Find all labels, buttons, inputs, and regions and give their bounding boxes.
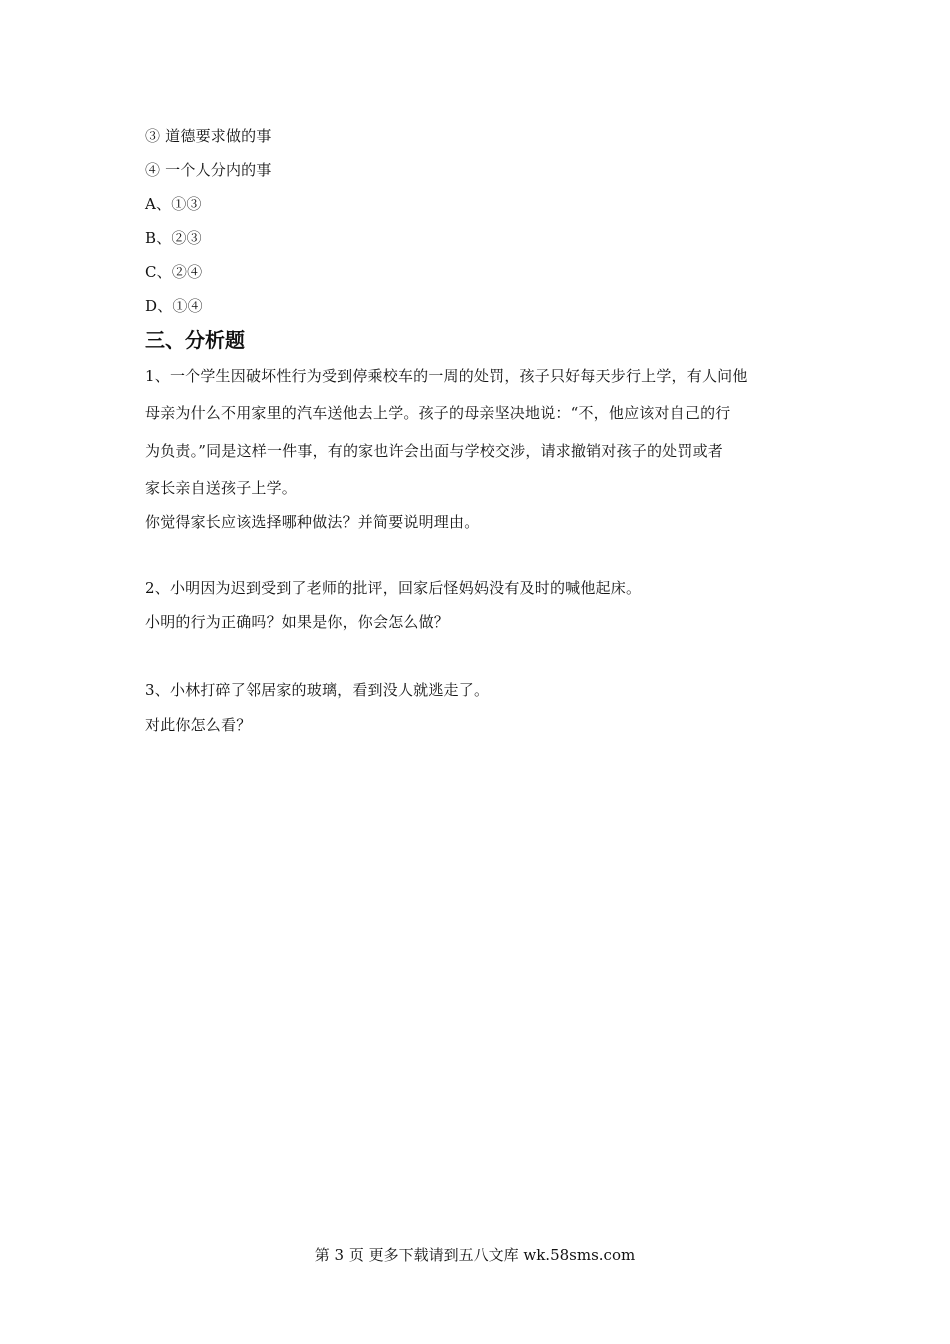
question-2-prompt: 小明的行为正确吗？如果是你，你会怎么做？ [145,613,450,631]
question-2-line-1: 2、小明因为迟到受到了老师的批评，回家后怪妈妈没有及时的喊他起床。 [145,579,642,597]
question-1-line-2: 母亲为什么不用家里的汽车送他去上学。孩子的母亲坚决地说：“不，他应该对自己的行 [145,404,731,422]
section-title: 三、分析题 [145,328,245,352]
question-3-prompt: 对此你怎么看？ [145,716,252,734]
question-1-prompt: 你觉得家长应该选择哪种做法？并简要说明理由。 [145,513,480,531]
answer-choice-c: C、②④ [145,263,203,281]
question-3-line-1: 3、小林打碎了邻居家的玻璃，看到没人就逃走了。 [145,681,490,699]
question-1-line-4: 家长亲自送孩子上学。 [145,479,298,497]
page-footer: 第 3 页 更多下载请到五八文库 wk.58sms.com [314,1246,636,1264]
option-item-3: ③ 道德要求做的事 [145,127,272,145]
question-1-line-3: 为负责。”同是这样一件事，有的家也许会出面与学校交涉，请求撤销对孩子的处罚或者 [145,442,723,460]
answer-choice-a: A、①③ [145,195,202,213]
answer-choice-d: D、①④ [145,297,203,315]
option-item-4: ④ 一个人分内的事 [145,161,272,179]
answer-choice-b: B、②③ [145,229,202,247]
question-1-line-1: 1、一个学生因破坏性行为受到停乘校车的一周的处罚，孩子只好每天步行上学，有人问他 [145,367,748,385]
